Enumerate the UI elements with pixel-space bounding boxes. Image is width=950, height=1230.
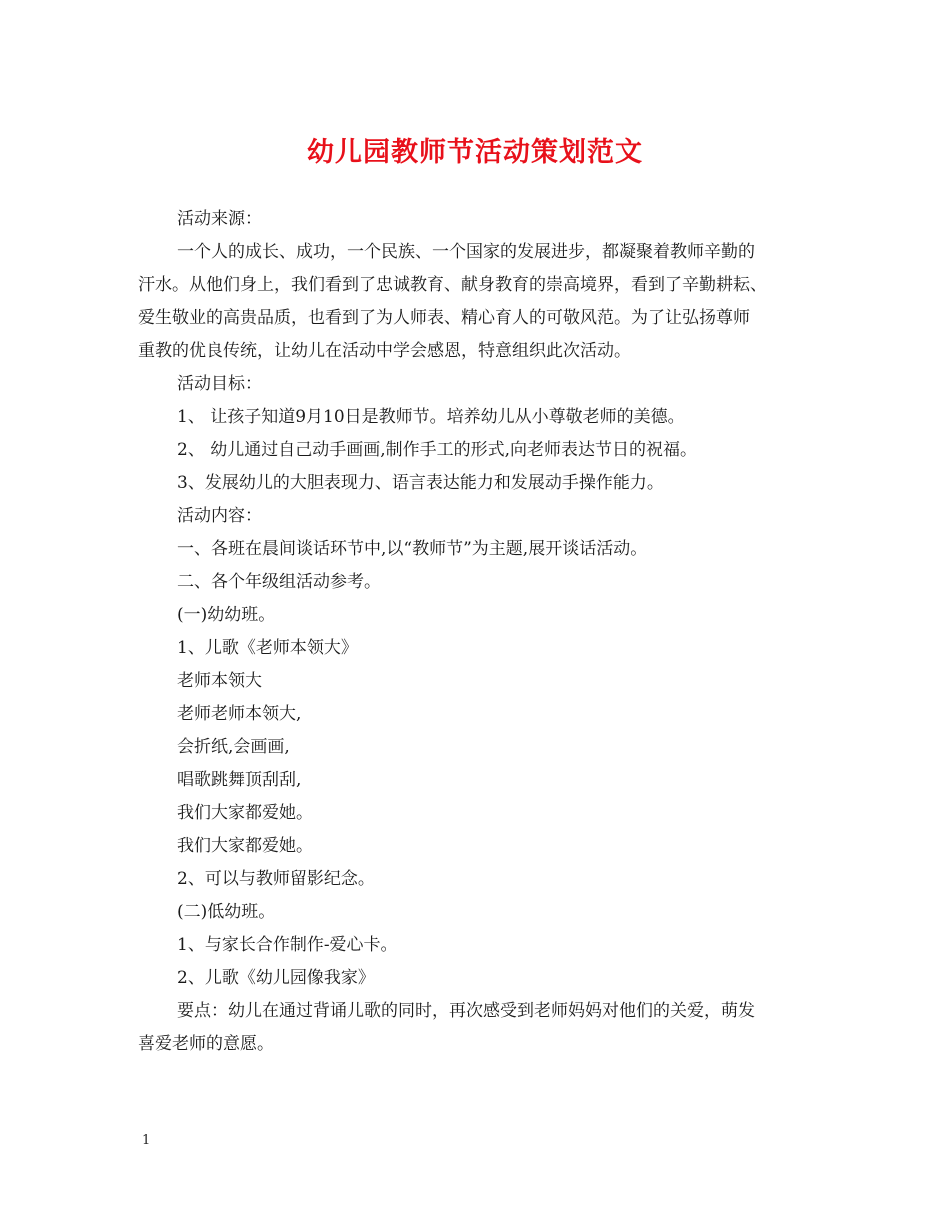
document-line: 一、各班在晨间谈话环节中,以“教师节”为主题,展开谈话活动。 [177, 539, 648, 559]
document-line: 2、 幼儿通过自己动手画画,制作手工的形式,向老师表达节日的祝福。 [177, 440, 698, 460]
document-line: 活动内容： [177, 506, 262, 526]
document-line: 一个人的成长、成功，一个民族、一个国家的发展进步，都凝聚着教师辛勤的 [177, 242, 755, 262]
document-line: 1、儿歌《老师本领大》 [177, 638, 358, 658]
document-line: 3、发展幼儿的大胆表现力、语言表达能力和发展动手操作能力。 [177, 473, 664, 493]
document-line: 爱生敬业的高贵品质，也看到了为人师表、精心育人的可敬风范。为了让弘扬尊师 [138, 308, 750, 328]
document-body [138, 203, 822, 1061]
document-line: 唱歌跳舞顶刮刮, [177, 770, 302, 790]
document-line: 活动来源： [177, 209, 262, 229]
document-line: (二)低幼班。 [177, 902, 276, 922]
document-line: 重教的优良传统，让幼儿在活动中学会感恩，特意组织此次活动。 [138, 341, 631, 361]
page-number: 1 [142, 1133, 151, 1148]
document-line: 要点：幼儿在通过背诵儿歌的同时，再次感受到老师妈妈对他们的关爱，萌发 [177, 1001, 755, 1021]
document-line: 2、儿歌《幼儿园像我家》 [177, 968, 375, 988]
document-title: 幼儿园教师节活动策划范文 [307, 137, 643, 168]
document-line: 我们大家都爱她。 [177, 836, 313, 856]
document-line: (一)幼幼班。 [177, 605, 276, 625]
document-line: 会折纸,会画画, [177, 737, 290, 757]
document-line: 老师本领大 [177, 671, 262, 691]
document-line: 喜爱老师的意愿。 [138, 1034, 274, 1054]
document-line: 二、各个年级组活动参考。 [177, 572, 381, 592]
document-line: 活动目标： [177, 374, 262, 394]
document-line: 汗水。从他们身上，我们看到了忠诚教育、献身教育的崇高境界，看到了辛勤耕耘、 [138, 275, 767, 295]
document-line: 2、可以与教师留影纪念。 [177, 869, 375, 889]
document-line: 老师老师本领大, [177, 704, 302, 724]
document-line: 我们大家都爱她。 [177, 803, 313, 823]
document-line: 1、 让孩子知道9月10日是教师节。培养幼儿从小尊敬老师的美德。 [177, 407, 685, 427]
document-line: 1、与家长合作制作-爱心卡。 [177, 935, 398, 955]
